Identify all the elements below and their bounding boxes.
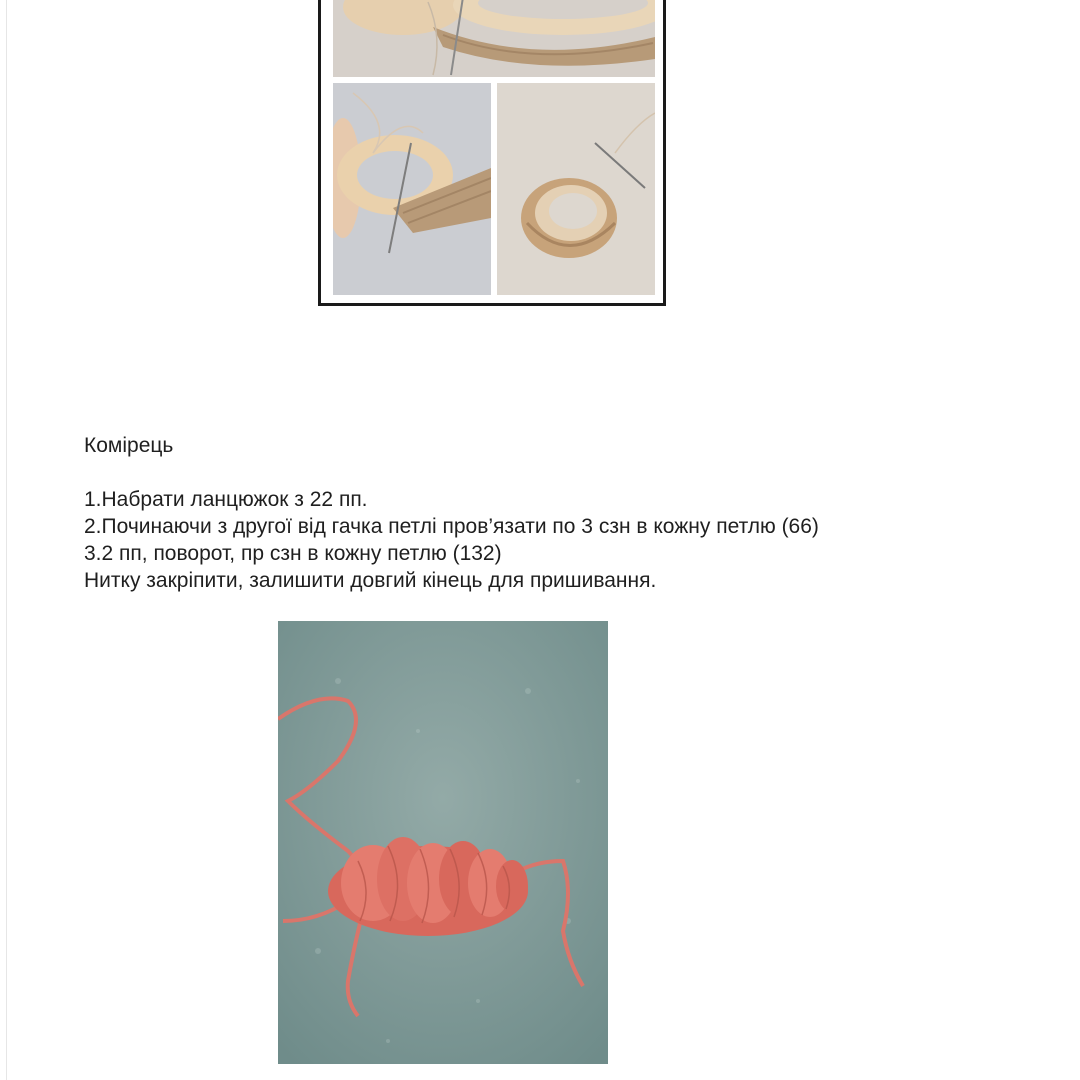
photo-ring-stitching-bottom-left [333,83,491,295]
instruction-step-1: 1.Набрати ланцюжок з 22 пп. [84,488,368,511]
instruction-finish: Нитку закріпити, залишити довгий кінець для пришивання. [84,569,657,592]
photo-ring-finished [497,83,655,295]
photo-crocheted-collar [278,621,608,1064]
ring-tutorial-collage [318,0,666,306]
instruction-step-3: 3.2 пп, поворот, пр сзн в кожну петлю (132) [84,542,502,565]
instruction-step-2: 2.Починаючи з другої від гачка петлі пров’язати по 3 сзн в кожну петлю (66) [84,515,819,538]
page-edge-divider [6,0,7,1080]
section-heading: Комірець [84,434,174,457]
collar-instructions [84,432,984,594]
photo-ring-stitching-top [333,0,655,77]
